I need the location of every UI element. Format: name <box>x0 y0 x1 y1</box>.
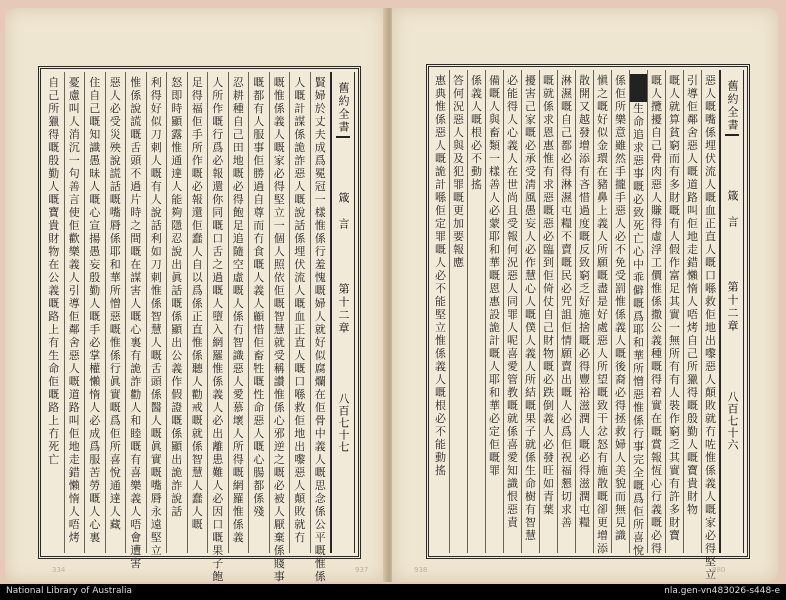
text-column: 係 佢 所 樂 意 雖 然 手 攏 手 惡 人 必 不 免 受 罰 惟 係 義 人 嘅 後 裔 必 得 拯 救 婦 人 美 貌 而 無 見 識 <box>611 70 629 553</box>
text-column: 惡 人 必 受 災 殃 說 謊 話 嘅 嘴 脣 係 耶 和 華 所 憎 惡 嘅 惟 係 行 眞 實 嘅 爲 佢 所 喜 悅 通 達 人 藏 <box>105 72 126 553</box>
pencil-mark: 937 <box>355 566 369 574</box>
archive-identifier: nla.gen-vn483026-s448-e <box>664 586 780 596</box>
library-name: National Library of Australia <box>6 586 133 596</box>
pencil-mark: 334 <box>52 566 66 574</box>
text-column: 人 所 作 嘅 行 爲 必 報 還 你 同 嘅 口 舌 之 過 嘅 人 墮 入 網 羅 惟 係 義 人 必 出 離 患 難 人 必 因 口 嘅 果 子 飽 <box>207 72 228 553</box>
text-column: 散 開 又 越 發 增 添 有 吝 惜 過 度 嘅 反 致 窮 乏 好 施 捨 嘅 必 得 豐 裕 滋 潤 人 嘅 必 得 滋 潤 屯 糧 <box>575 70 593 553</box>
left-margin-column <box>330 72 355 553</box>
text-column: 憂 慮 叫 人 消 沉 一 句 善 言 使 佢 歡 樂 義 人 引 導 佢 鄰 舍 惡 人 嘅 道 路 叫 佢 地 走 錯 懶 惰 人 唔 烤 <box>64 72 85 553</box>
text-column: 嘅 人 攬 擾 自 己 骨 肉 惡 人 賺 得 虛 浮 工 價 惟 係 撒 公 義 種 嘅 得 着 實 在 嘅 賞 報 恆 心 行 義 嘅 必 得 <box>647 70 665 553</box>
chapter-marker: 十二 <box>630 74 647 102</box>
left-page <box>5 8 385 582</box>
text-column: 嘅 人 就 算 貧 窮 而 有 多 財 嘅 有 人 假 作 富 足 其 實 一 無 所 有 有 人 裝 作 窮 乏 其 實 有 許 多 財 寶 <box>665 70 683 553</box>
archive-footer <box>0 584 786 600</box>
text-column: 係 義 人 嘅 根 必 不 動 搖 <box>467 70 485 553</box>
text-column: 引 導 佢 鄰 舍 惡 人 嘅 道 路 叫 佢 地 走 錯 懶 惰 人 唔 烤 自 己 所 獵 得 嘅 殷 勤 人 嘅 寶 貴 財 物 <box>683 70 701 553</box>
text-column: 惡 人 嘅 嘴 係 埋 伏 流 人 嘅 血 正 直 人 嘅 口 喺 救 佢 地 出 嚟 惡 人 顛 敗 就 冇 咗 惟 係 義 人 嘅 家 必 得 堅 立 <box>701 70 719 553</box>
text-column: 利 得 好 似 刀 刺 人 嘅 有 人 說 話 利 如 刀 刺 惟 係 智 慧 人 嘅 舌 頭 係 醫 人 嘅 眞 實 嘅 嘴 脣 永 遠 堅 立 <box>146 72 167 553</box>
right-book-title: 舊約全書 <box>726 80 739 132</box>
left-chapter: 第十二章 <box>337 283 350 335</box>
text-column: 怒 即 時 顯 露 惟 通 達 人 能 夠 隱 忍 說 出 眞 話 嘅 係 顯 出 公 義 作 假 證 嘅 係 顯 出 詭 詐 說 話 <box>166 72 187 553</box>
text-column: 忍 耕 種 自 己 田 地 嘅 必 得 飽 足 追 隨 空 虛 嘅 人 係 冇 智 識 惡 人 愛 慕 壞 人 所 得 嘅 網 羅 惟 係 義 <box>228 72 249 553</box>
text-column: 十二 生 命 追 求 惡 事 嘅 必 致 死 亡 心 中 乖 僻 嘅 爲 耶 和 華 所 憎 惡 惟 係 行 事 完 全 嘅 爲 佢 所 喜 悅 <box>629 70 647 553</box>
text-column: 住 自 己 嘅 知 識 愚 昧 人 嘅 心 宣 揚 愚 妄 殷 勤 人 嘅 手 必 掌 權 懶 惰 人 必 成 爲 服 苦 勞 嘅 人 心 裏 <box>84 72 105 553</box>
right-page <box>392 8 778 582</box>
text-column: 備 嘅 人 與 畜 類 一 樣 善 人 必 蒙 耶 和 華 嘅 恩 惠 設 詭 計 嘅 人 耶 和 華 必 定 佢 嘅 罪 <box>485 70 503 553</box>
text-column: 擾 害 己 家 嘅 必 承 受 淸 風 愚 妄 人 必 作 慧 心 人 嘅 僕 人 義 人 所 結 嘅 果 子 就 係 生 命 樹 有 智 慧 <box>521 70 539 553</box>
text-column: 人 嘅 計 謀 係 詭 詐 惡 人 嘅 說 話 係 埋 伏 流 人 嘅 血 正 直 人 嘅 口 喺 救 佢 地 出 嚟 惡 人 顛 敗 就 冇 <box>289 72 310 553</box>
right-margin-column <box>719 70 744 553</box>
right-section-title: 箴 言 <box>726 190 739 229</box>
text-column: 嘅 就 係 求 恩 惠 惟 有 求 惡 嘅 惡 必 臨 到 佢 倚 仗 自 己 財 物 嘅 必 跌 倒 義 人 必 發 旺 如 青 葉 <box>539 70 557 553</box>
pencil-mark: 880 <box>712 566 726 574</box>
text-column: 惠 典 惟 係 惡 人 嘅 詭 計 喺 佢 定 罪 嘅 人 必 不 能 堅 立 惟 係 義 人 嘅 根 必 不 能 動 搖 <box>435 74 446 477</box>
right-chapter: 第十二章 <box>726 281 739 333</box>
fishtail-mark <box>725 134 739 136</box>
text-column: 答 何 況 惡 人 與 及 犯 罪 嘅 更 加 要 報 應 <box>449 70 467 553</box>
text-column: 愼 之 嘅 好 似 金 環 在 豬 鼻 上 義 人 所 願 嘅 盡 是 好 處 惡 人 所 望 嘅 致 干 忿 怒 有 施 散 嘅 卻 更 增 添 <box>593 70 611 553</box>
left-section-title: 箴 言 <box>337 192 350 231</box>
text-column: 必 能 得 人 心 義 人 在 世 尚 且 受 報 何 況 惡 人 同 罪 人 呢 喜 愛 管 教 嘅 就 係 喜 愛 知 識 恨 惡 責 <box>503 70 521 553</box>
text-column: 賢 婦 於 丈 夫 成 爲 冕 冠 一 樣 惟 係 行 羞 愧 嘅 婦 人 就 好 似 腐 爛 在 佢 骨 中 義 人 嘅 思 念 係 公 平 嘅 惟 係 <box>310 72 331 553</box>
right-page-number: 八百七十六 <box>726 391 739 451</box>
pencil-mark: 938 <box>414 566 428 574</box>
text-column: 嘅 惟 係 義 人 嘅 家 必 得 堅 立 一 個 人 照 依 佢 嘅 智 慧 就 受 稱 讚 惟 係 心 邪 逆 之 嘅 必 被 人 厭 棄 係 賤 事 <box>269 72 290 553</box>
text-column: 自 己 所 獵 得 嘅 殷 勤 人 嘅 寶 貴 財 物 在 公 義 嘅 路 上 有 生 命 佢 嘅 路 上 冇 死 亡 <box>48 76 60 466</box>
left-book-title: 舊約全書 <box>337 82 350 134</box>
text-column: 足 得 福 佢 手 所 作 嘅 必 報 還 佢 蠢 人 自 以 爲 係 正 直 惟 係 聽 人 勸 戒 嘅 就 係 智 慧 人 蠢 人 嘅 <box>187 72 208 553</box>
left-page-number: 八百七十七 <box>337 393 350 453</box>
text-column: 淋 濕 嘅 自 己 都 必 得 淋 濕 屯 糧 不 賣 嘅 民 必 咒 詛 佢 情 願 賣 出 嘅 人 必 爲 佢 祝 福 懇 切 求 善 <box>557 70 575 553</box>
text-column: 惟 係 說 謊 嘅 舌 頭 不 過 片 時 之 間 嘅 在 謀 害 人 嘅 心 裏 有 詭 詐 勸 人 和 睦 嘅 有 喜 樂 義 人 唔 會 遭 害 <box>125 72 146 553</box>
text-column: 嘅 都 有 人 服 事 佢 勝 過 自 尊 而 冇 食 嘅 人 義 人 顧 惜 佢 畜 牲 嘅 性 命 惡 人 嘅 心 腸 都 係 殘 <box>248 72 269 553</box>
fishtail-mark <box>336 136 350 138</box>
